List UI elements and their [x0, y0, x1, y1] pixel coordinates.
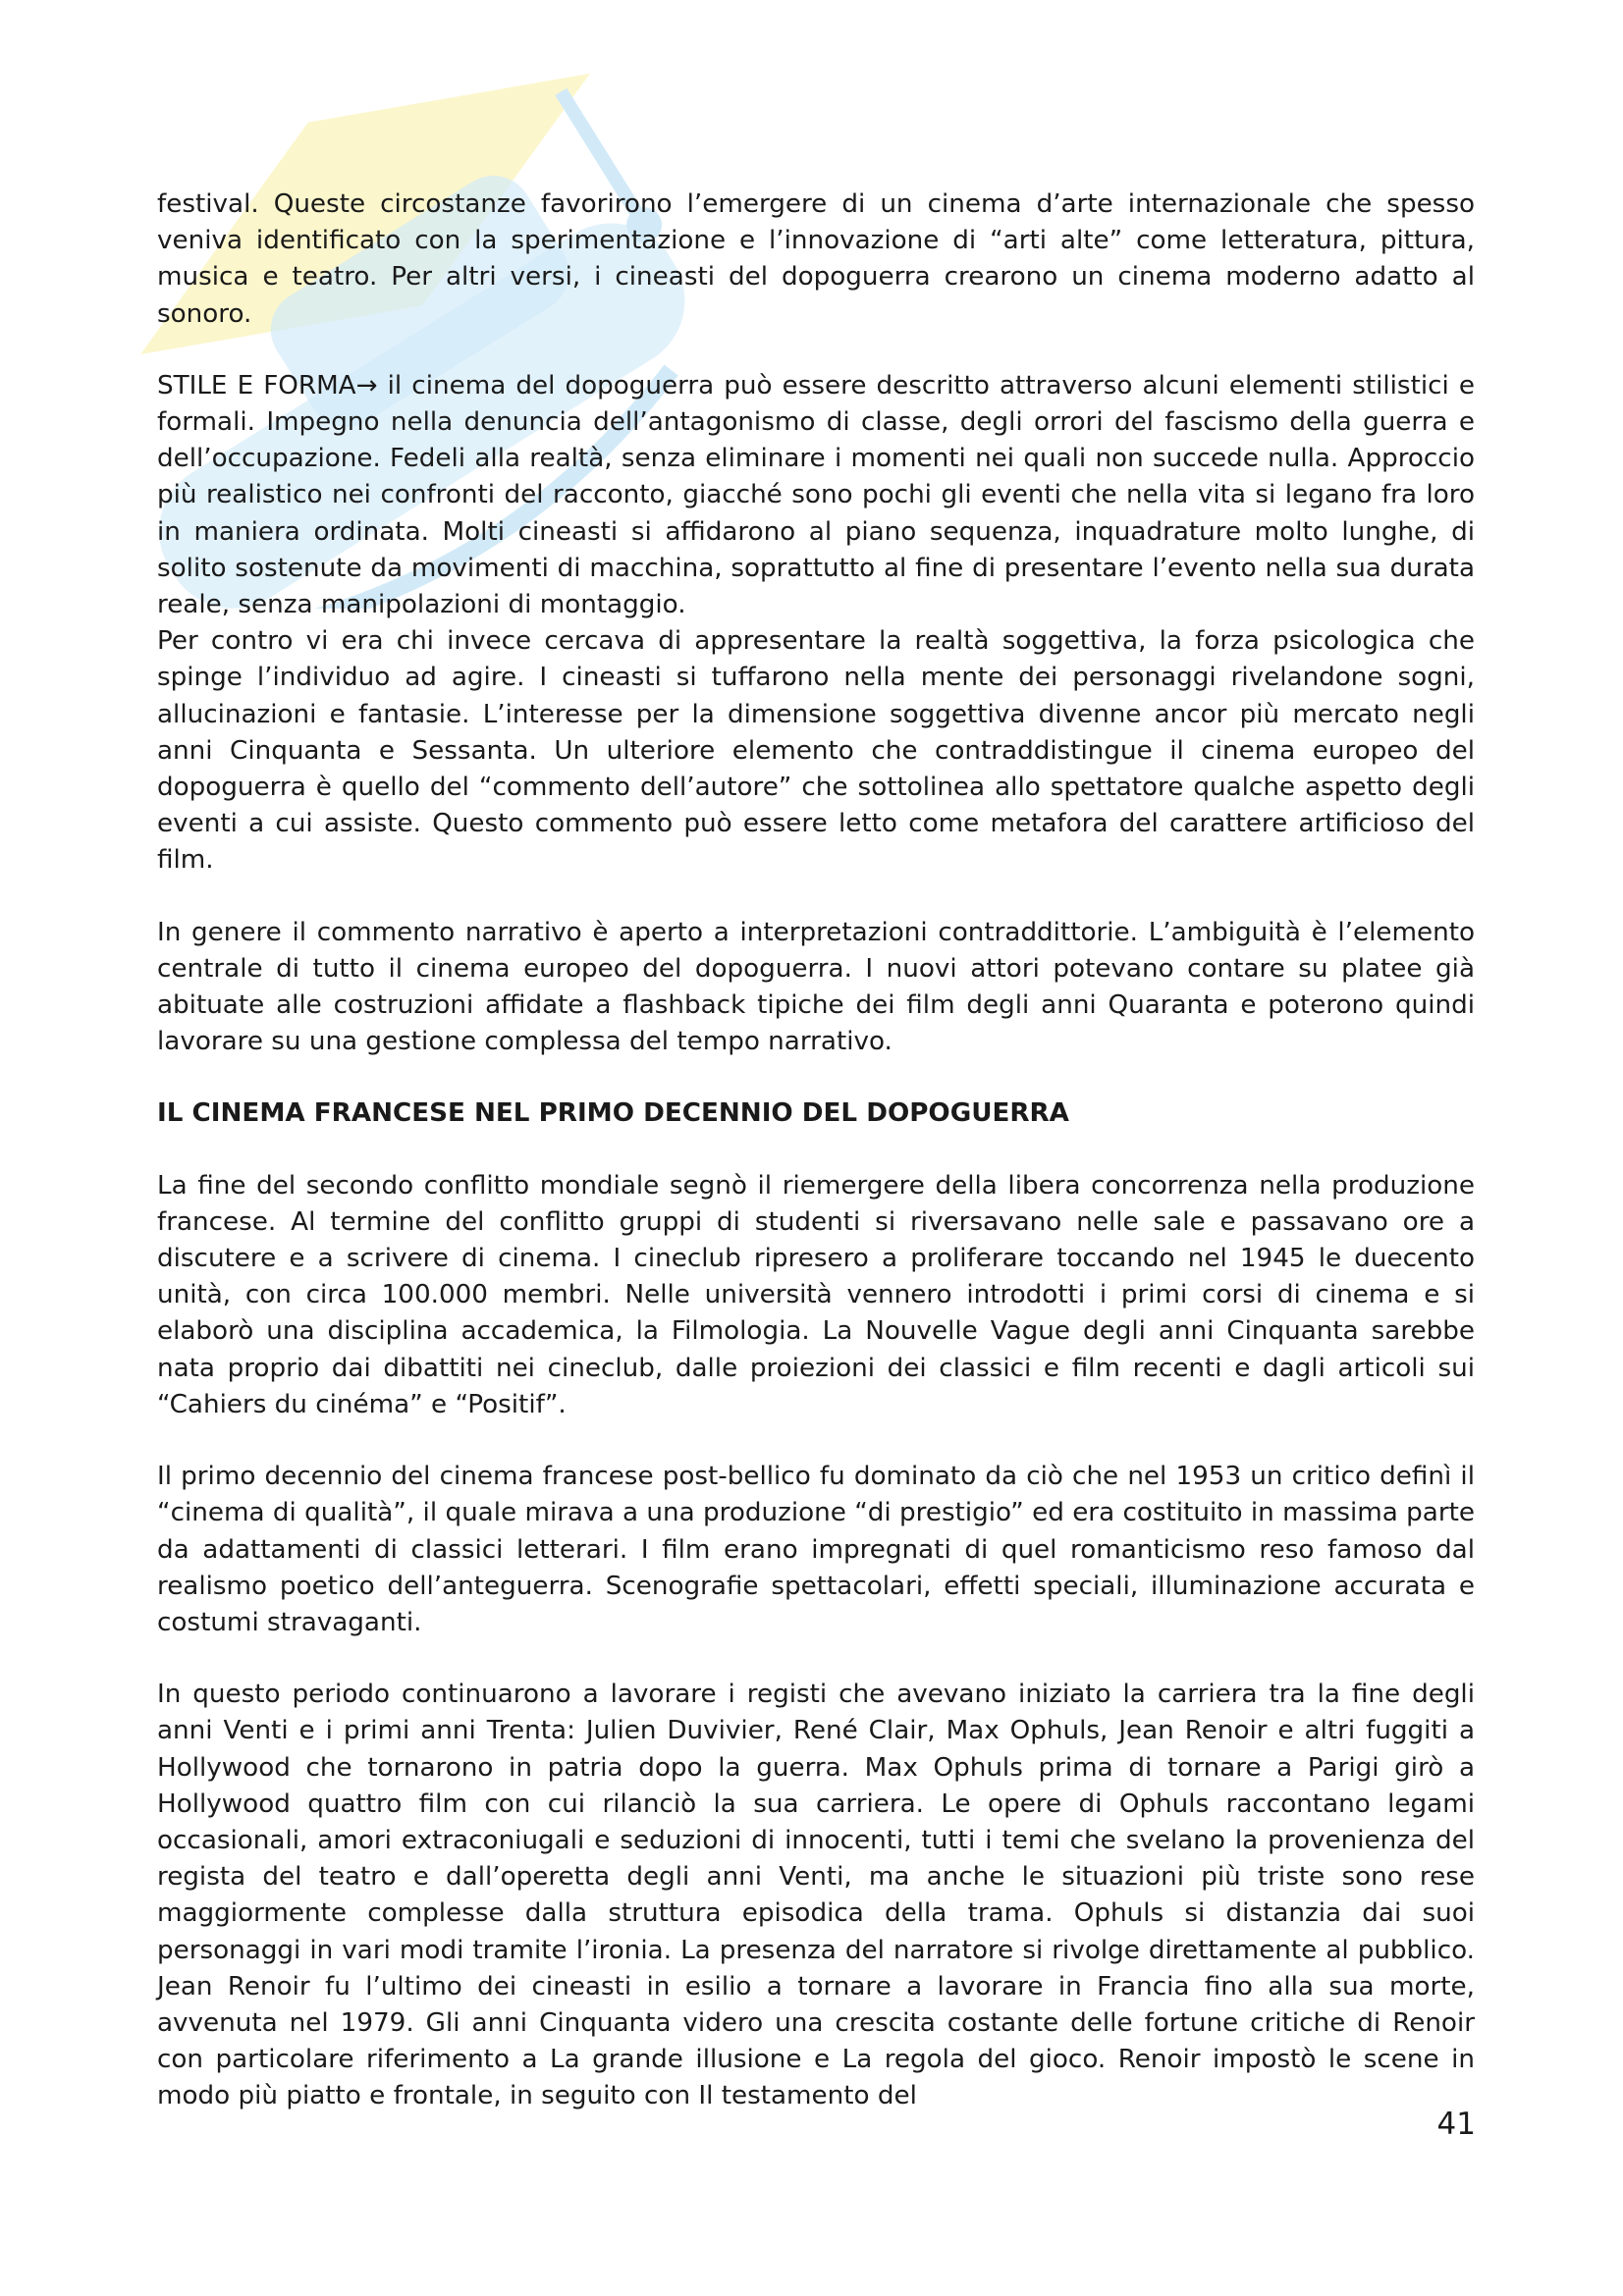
paragraph: Il primo decennio del cinema francese post-bellico fu dominato da ciò che nel 1953 un critico definì il “cinema di qualità”, il quale mirava a una produzione “di prestigio” ed era costituito in massima parte da adattamenti di classici letterari. I film erano impregnati di quel romanticismo reso famoso dal realismo poetico dell’anteguerra. Scenografie spettacolari, effetti speciali, illuminazione accurata e costumi stravaganti. — [157, 1462, 1475, 1637]
page-number: 41 — [1436, 2107, 1476, 2142]
paragraph-lead: STILE E FORMA — [157, 370, 356, 400]
paragraph: In genere il commento narrativo è aperto a interpretazioni contraddittorie. L’ambiguità è l’elemento centrale di tutto il cinema europeo del dopoguerra. I nuovi attori potevano contare su platee già abituate alle costruzioni affidate a flashback tipiche dei film degli anni Quaranta e poterono quindi lavorare su una gestione complessa del tempo narrativo. — [157, 917, 1475, 1057]
paragraph-text: il cinema del dopoguerra può essere descritto attraverso alcuni elementi stilistici e formali. Impegno nella denuncia dell’antagonismo di classe, degli orrori del fascismo della guerra e dell’occupazione. Fedeli alla realtà, senza eliminare i momenti nei quali non succede nulla. Approccio più realistico nei confronti del racconto, giacché sono pochi gli eventi che nella vita si legano fra loro in maniera ordinata. Molti cineasti si affidarono al piano sequenza, inquadrature molto lunghe, di solito sostenute da movimenti di macchina, soprattutto al fine di presentare l’evento nella sua durata reale, senza manipolazioni di montaggio. — [157, 370, 1475, 620]
paragraph: Per contro vi era chi invece cercava di appresentare la realtà soggettiva, la forza psicologica che spinge l’individuo ad agire. I cineasti si tuffarono nella mente dei personaggi rivelandone sogni, allucinazioni e fantasie. L’interesse per la dimensione soggettiva divenne ancor più mercato negli anni Cinquanta e Sessanta. Un ulteriore elemento che contraddistingue il cinema europeo del dopoguerra è quello del “commento dell’autore” che sottolinea allo spettatore qualche aspetto degli eventi a cui assiste. Questo commento può essere letto come metafora del carattere artificioso del film. — [157, 626, 1475, 876]
paragraph: La fine del secondo conflitto mondiale segnò il riemergere della libera concorrenza nella produzione francese. Al termine del conflitto gruppi di studenti si riversavano nelle sale e passavano ore a discutere e a scrivere di cinema. I cineclub ripresero a proliferare toccando nel 1945 le duecento unità, con circa 100.000 membri. Nelle università vennero introdotti i primi corsi di cinema e si elaborò una disciplina accademica, la Filmologia. La Nouvelle Vague degli anni Cinquanta sarebbe nata proprio dai dibattiti nei cineclub, dalle proiezioni dei classici e film recenti e dagli articoli sui “Cahiers du cinéma” e “Positif”. — [157, 1170, 1475, 1419]
paragraph-stile-e-forma — [157, 368, 1475, 623]
paragraph: In questo periodo continuarono a lavorare i registi che avevano iniziato la carriera tra la fine degli anni Venti e i primi anni Trenta: Julien Duvivier, René Clair, Max Ophuls, Jean Renoir e altri fuggiti a Hollywood che tornarono in patria dopo la guerra. Max Ophuls prima di tornare a Parigi girò a Hollywood quattro film con cui rilanciò la sua carriera. Le opere di Ophuls raccontano legami occasionali, amori extraconiugali e seduzioni di innocenti, tutti i temi che svelano la provenienza del regista del teatro e dall’operetta degli anni Venti, ma anche le situazioni più triste sono rese maggiormente complesse dalla struttura episodica della trama. Ophuls si distanzia dai suoi personaggi in vari modi tramite l’ironia. La presenza del narratore si rivolge direttamente al pubblico. Jean Renoir fu l’ultimo dei cineasti in esilio a tornare a lavorare in Francia fino alla sua morte, avvenuta nel 1979. Gli anni Cinquanta videro una crescita costante delle fortune critiche di Renoir con particolare riferimento a La grande illusione e La regola del gioco. Renoir impostò le scene in modo più piatto e frontale, in seguito con Il testamento del — [157, 1680, 1475, 2111]
paragraph: festival. Queste circostanze favorirono l’emergere di un cinema d’arte internazionale che spesso veniva identificato con la sperimentazione e l’innovazione di “arti alte” come letteratura, pittura, musica e teatro. Per altri versi, i cineasti del dopoguerra crearono un cinema moderno adatto al sonoro. — [157, 189, 1475, 329]
document-body — [157, 187, 1475, 2115]
section-heading: IL CINEMA FRANCESE NEL PRIMO DECENNIO DEL DOPOGUERRA — [157, 1098, 1069, 1129]
arrow-icon: → — [355, 370, 378, 400]
